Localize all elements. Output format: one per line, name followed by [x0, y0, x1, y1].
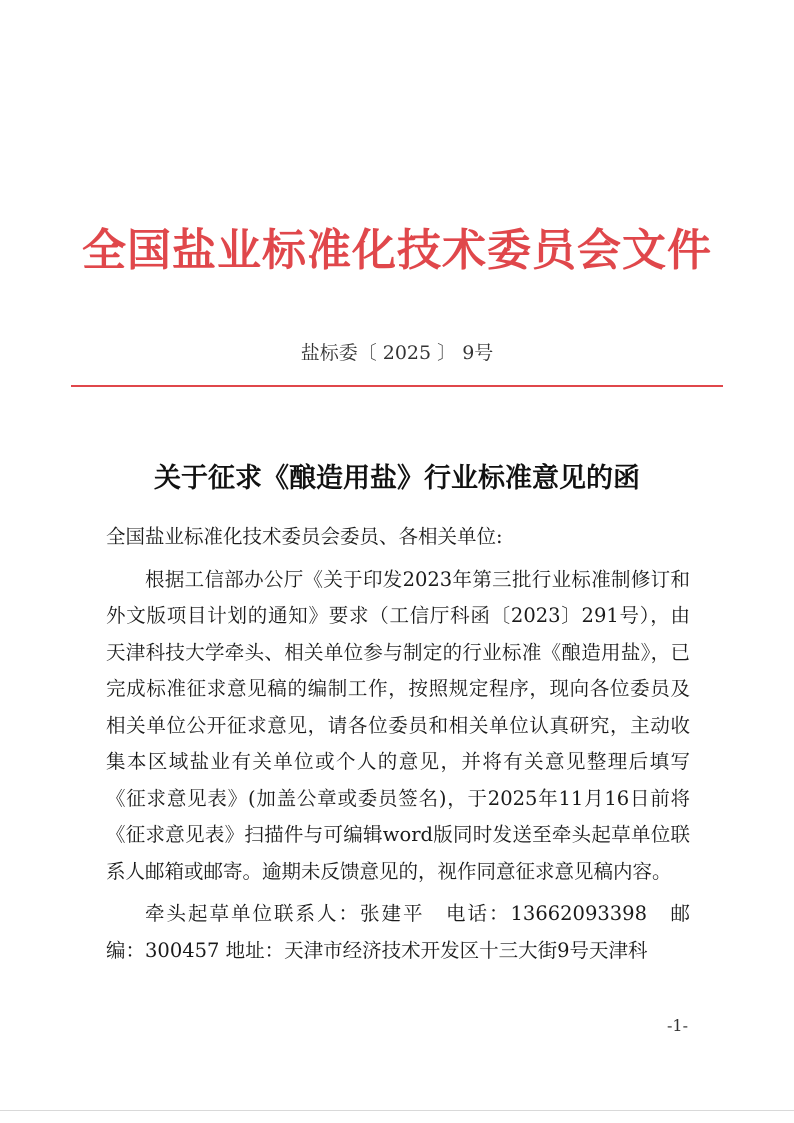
body-paragraph-2: 牵头起草单位联系人：张建平 电话：13662093398 邮编：300457 地址：天津市经济技术开发区十三大街9号天津科 [106, 902, 690, 962]
page-bottom-edge [0, 1110, 794, 1111]
letter-body [106, 519, 690, 975]
salutation: 全国盐业标准化技术委员会委员、各相关单位: [106, 525, 503, 548]
header-red-rule [71, 385, 723, 387]
document-number: 盐标委〔 2025 〕 9号 [300, 342, 494, 364]
body-paragraph-1: 根据工信部办公厅《关于印发2023年第三批行业标准制修订和外文版项目计划的通知》要求（工信厅科函〔2023〕291号），由天津科技大学牵头、相关单位参与制定的行业标准《酿造用盐》，已完成标准征求意见稿的编制工作，按照规定程序，现向各位委员及相关单位公开征求意见，请各位委员和相关单位认真研究，主动收集本区域盐业有关单位或个人的意见，并将有关意见整理后填写《征求意见表》(加盖公章或委员签名)，于2025年11月16日前将《征求意见表》扫描件与可编辑word版同时发送至牵头起草单位联系人邮箱或邮寄。逾期未反馈意见的，视作同意征求意见稿内容。 [106, 567, 690, 883]
page-number: -1- [667, 1016, 688, 1035]
letter-title: 关于征求《酿造用盐》行业标准意见的函 [154, 463, 640, 494]
issuing-authority-title: 全国盐业标准化技术委员会文件 [82, 225, 712, 276]
